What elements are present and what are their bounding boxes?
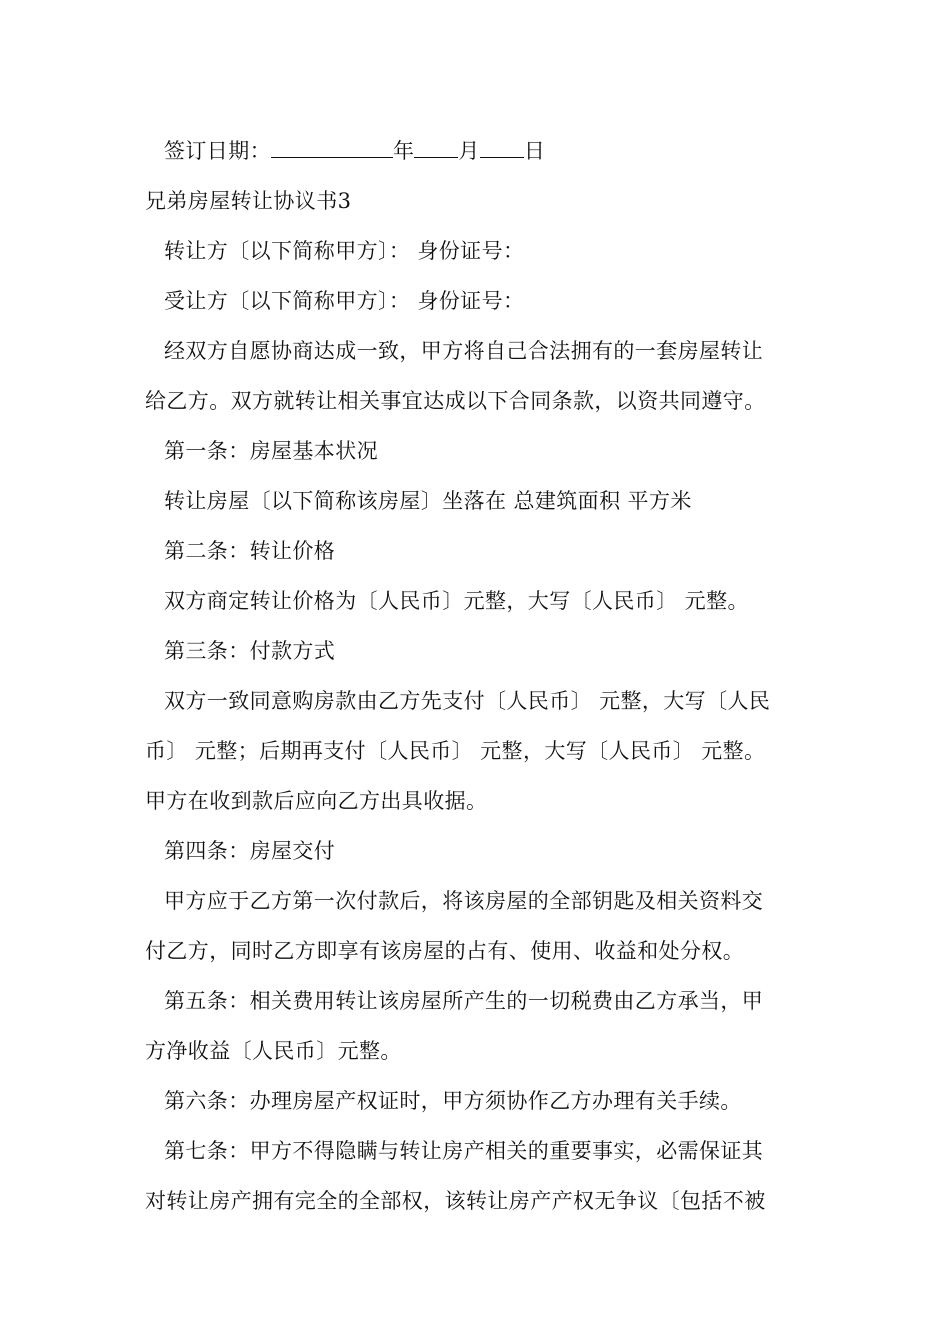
paragraph-line: 甲方应于乙方第一次付款后，将该房屋的全部钥匙及相关资料交	[164, 889, 764, 913]
document-title: 兄弟房屋转让协议书3	[145, 189, 352, 213]
paragraph-line: 经双方自愿协商达成一致，甲方将自己合法拥有的一套房屋转让	[164, 339, 764, 363]
sign-date-line	[164, 137, 844, 165]
paragraph-line: 方净收益〔人民币〕元整。	[145, 1039, 402, 1063]
paragraph-line: 对转让房产拥有完全的全部权，该转让房产产权无争议〔包括不被	[145, 1189, 766, 1213]
clause-heading: 第四条：房屋交付	[164, 839, 336, 863]
day-label: 日	[523, 139, 546, 163]
month-label: 月	[458, 139, 480, 163]
paragraph-line: 转让房屋〔以下简称该房屋〕坐落在 总建筑面积 平方米	[164, 489, 692, 513]
paragraph-line: 双方一致同意购房款由乙方先支付〔人民币〕 元整，大写〔人民	[164, 689, 771, 713]
clause-line: 第六条：办理房屋产权证时，甲方须协作乙方办理有关手续。	[164, 1089, 742, 1113]
clause-heading: 第一条：房屋基本状况	[164, 439, 378, 463]
clause-heading: 第三条：付款方式	[164, 639, 336, 663]
paragraph-line: 币〕 元整；后期再支付〔人民币〕 元整，大写〔人民币〕 元整。	[145, 739, 766, 763]
day-blank	[480, 137, 524, 158]
clause-line: 第五条：相关费用转让该房屋所产生的一切税费由乙方承当，甲	[164, 989, 764, 1013]
paragraph-line: 双方商定转让价格为〔人民币〕元整，大写〔人民币〕 元整。	[164, 589, 749, 613]
sign-date-label: 签订日期：	[164, 139, 271, 163]
paragraph-line: 付乙方，同时乙方即享有该房屋的占有、使用、收益和处分权。	[145, 939, 745, 963]
paragraph-line: 甲方在收到款后应向乙方出具收据。	[145, 789, 488, 813]
month-blank	[414, 137, 458, 158]
paragraph-line: 给乙方。双方就转让相关事宜达成以下合同条款，以资共同遵守。	[145, 389, 766, 413]
year-label: 年	[393, 139, 415, 163]
transferor-line: 转让方〔以下简称甲方〕： 身份证号：	[164, 239, 525, 263]
transferee-line: 受让方〔以下简称甲方〕： 身份证号：	[164, 289, 525, 313]
year-blank	[271, 137, 393, 158]
clause-heading: 第二条：转让价格	[164, 539, 336, 563]
clause-line: 第七条：甲方不得隐瞒与转让房产相关的重要事实，必需保证其	[164, 1139, 764, 1163]
